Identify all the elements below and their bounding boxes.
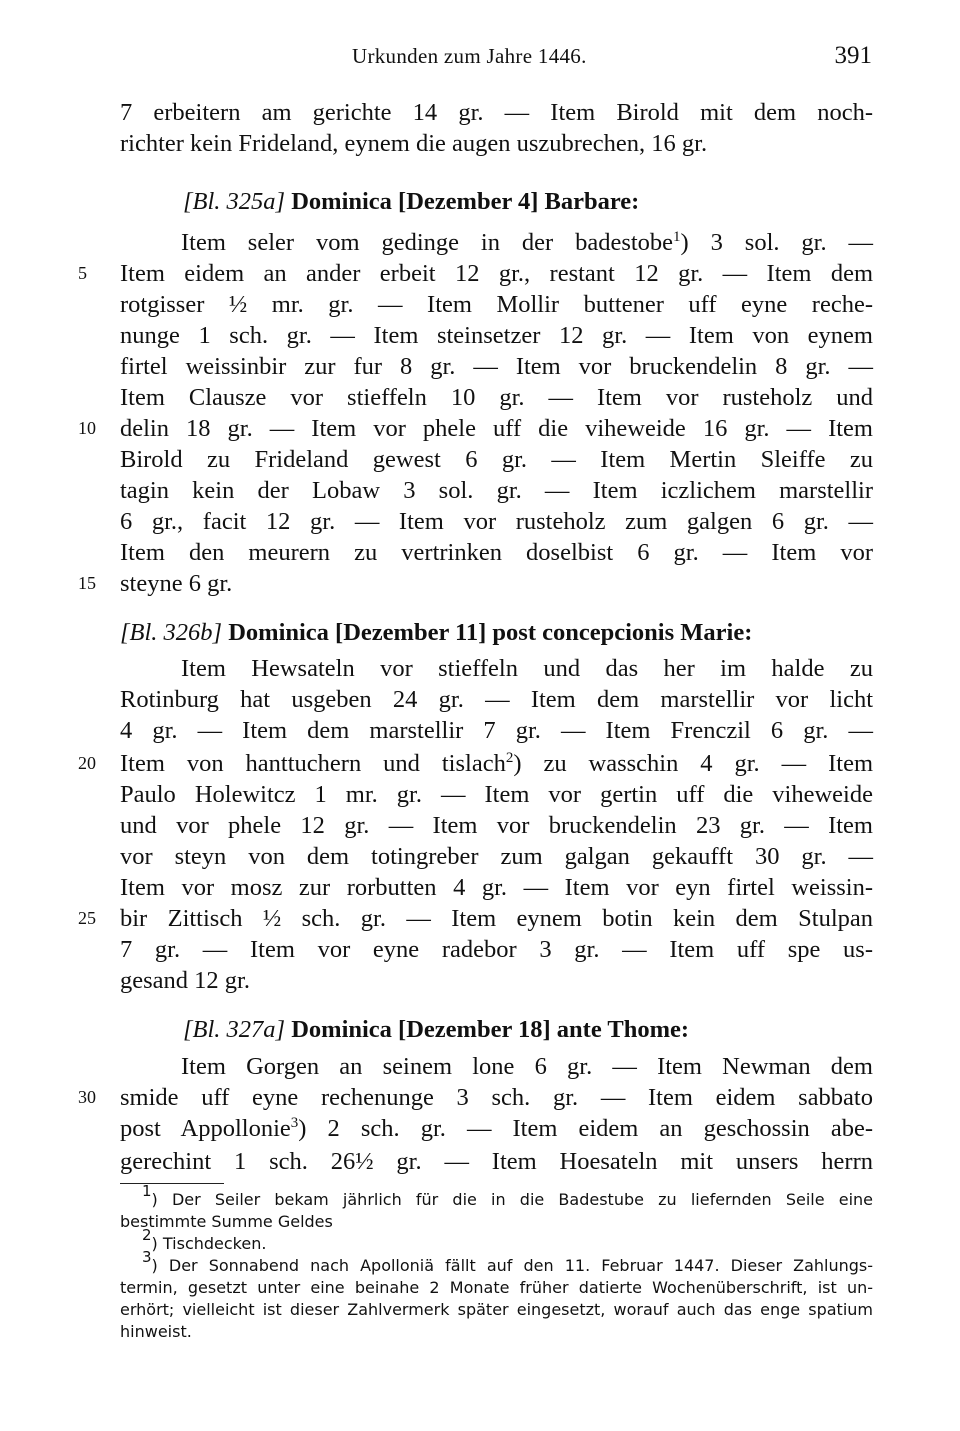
text-line: nunge 1 sch. gr. — Item steinsetzer 12 gr. — Item von eynem	[120, 322, 873, 349]
footnote-line: erhört; vielleicht ist dieser Zahlvermerk später eingesetzt, worauf auch das enge spatium	[120, 1300, 873, 1319]
footnote-marker: 2	[505, 750, 514, 766]
heading-title: Dominica [Dezember 4] Barbare:	[291, 188, 640, 215]
footnote-marker: 2	[142, 1226, 152, 1244]
text-line: Paulo Holewitcz 1 mr. gr. — Item vor gertin uff die viheweide	[120, 781, 873, 808]
text-line: Item von hanttuchern und tislach$^2$) zu wasschin 4 gr. — Item	[120, 750, 873, 777]
footnote-marker: 1	[142, 1182, 152, 1200]
text-line: vor steyn von dem totingreber zum galgan gekaufft 30 gr. —	[120, 843, 873, 870]
folio-reference: [Bl. 327a]	[183, 1016, 286, 1043]
text-line: Rotinburg hat usgeben 24 gr. — Item dem marstellir vor licht	[120, 686, 873, 713]
text-line: 7 gr. — Item vor eyne radebor 3 gr. — Item uff spe us-	[120, 936, 873, 963]
text-line: gesand 12 gr.	[120, 967, 250, 994]
section-heading	[120, 617, 752, 648]
footnote-marker: 1	[673, 229, 681, 245]
margin-line-number: 10	[78, 418, 96, 438]
margin-line-number: 20	[78, 753, 96, 773]
text-line: Item Hewsateln vor stieffeln und das her im halde zu	[181, 655, 873, 682]
section-heading	[183, 1014, 689, 1045]
folio-reference: [Bl. 325a]	[183, 188, 286, 215]
footnote-line: termin, gesetzt unter eine beinahe 2 Monate früher datierte Wochenüberschrift, ist un-	[120, 1278, 873, 1297]
footnote-line: $^1$) Der Seiler bekam jährlich für die in die Badestube zu liefernden Seile eine	[142, 1182, 873, 1209]
text-line: Item eidem an ander erbeit 12 gr., restant 12 gr. — Item dem	[120, 260, 873, 287]
text-line: tagin kein der Lobaw 3 sol. gr. — Item iczlichem marstellir	[120, 477, 873, 504]
footnote-marker: 3	[142, 1248, 152, 1266]
footnote-line: $^3$) Der Sonnabend nach Apolloniä fällt auf den 11. Februar 1447. Dieser Zahlungs-	[142, 1248, 873, 1275]
section-heading	[183, 186, 639, 217]
page-number: 391	[834, 42, 872, 69]
text-line: gerechint 1 sch. 26½ gr. — Item Hoesateln mit unsers herrn	[120, 1148, 873, 1175]
margin-line-number: 25	[78, 908, 96, 928]
text-line: 6 gr., facit 12 gr. — Item vor rusteholz zum galgen 6 gr. —	[120, 508, 873, 535]
margin-line-number: 30	[78, 1087, 96, 1107]
text-line: bir Zittisch ½ sch. gr. — Item eynem botin kein dem Stulpan	[120, 905, 873, 932]
text-line: Item Gorgen an seinem lone 6 gr. — Item Newman dem	[181, 1053, 873, 1080]
footnote-marker: 3	[290, 1115, 299, 1131]
footnote-line: bestimmte Summe Geldes	[120, 1212, 333, 1231]
text-line: richter kein Frideland, eynem die augen uszubrechen, 16 gr.	[120, 130, 708, 157]
text-line: Item Clausze vor stieffeln 10 gr. — Item vor rusteholz und	[120, 384, 873, 411]
footnote-rule	[120, 1183, 224, 1184]
heading-title: Dominica [Dezember 11] post concepcionis Marie:	[228, 619, 753, 646]
text-line: delin 18 gr. — Item vor phele uff die viheweide 16 gr. — Item	[120, 415, 873, 442]
margin-line-number: 15	[78, 573, 96, 593]
footnote-line: hinweist.	[120, 1322, 192, 1341]
running-title: Urkunden zum Jahre 1446.	[352, 44, 587, 68]
heading-title: Dominica [Dezember 18] ante Thome:	[291, 1016, 690, 1043]
text-line: Item seler vom gedinge in der badestobe$^1$) 3 sol. gr. —	[181, 229, 874, 256]
text-line: Item vor mosz zur rorbutten 4 gr. — Item vor eyn firtel weissin-	[120, 874, 873, 901]
text-line: firtel weissinbir zur fur 8 gr. — Item vor bruckendelin 8 gr. —	[120, 353, 873, 380]
text-line: Item den meurern zu vertrinken doselbist 6 gr. — Item vor	[120, 539, 873, 566]
text-line: und vor phele 12 gr. — Item vor bruckendelin 23 gr. — Item	[120, 812, 873, 839]
text-line: post Appollonie$^3$) 2 sch. gr. — Item eidem an geschossin abe-	[120, 1115, 873, 1142]
text-line: smide uff eyne rechenunge 3 sch. gr. — Item eidem sabbato	[120, 1084, 873, 1111]
text-line: rotgisser ½ mr. gr. — Item Mollir buttener uff eyne reche-	[120, 291, 873, 318]
margin-line-number: 5	[78, 263, 87, 283]
text-line: steyne 6 gr.	[120, 570, 233, 597]
folio-reference: [Bl. 326b]	[120, 619, 223, 646]
text-line: 4 gr. — Item dem marstellir 7 gr. — Item Frenczil 6 gr. —	[120, 717, 873, 744]
text-line: Birold zu Frideland gewest 6 gr. — Item Mertin Sleiffe zu	[120, 446, 873, 473]
running-head	[0, 44, 960, 76]
text-line: 7 erbeitern am gerichte 14 gr. — Item Birold mit dem noch-	[120, 99, 873, 126]
footnote-line: $^2$) Tischdecken.	[142, 1226, 267, 1253]
